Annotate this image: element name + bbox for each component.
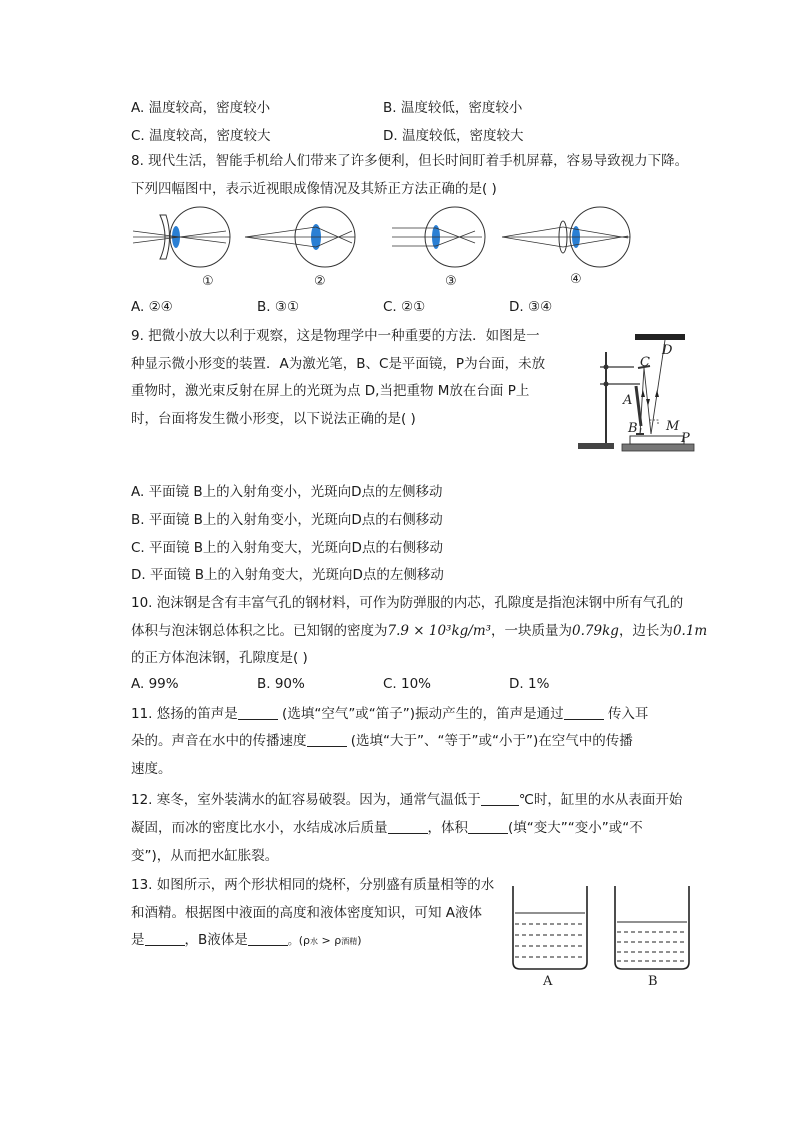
q11-blank-3[interactable] [307,732,347,747]
q10-option-c: C. 10% [383,676,432,692]
q11-stem-line3: 速度。 [131,761,172,777]
q13-stem-line3: 是 ，B液体是 。(ρ水 > ρ酒精) [131,932,362,948]
beaker-a-label: A [543,974,553,989]
q8-stem-line1: 8. 现代生活，智能手机给人们带来了许多便利，但长时间盯着手机屏幕，容易导致视力下降。 [131,153,689,169]
q12-stem-line1: 12. 寒冬，室外装满水的缸容易破裂。因为，通常气温低于 ℃时，缸里的水从表面开始 [131,792,683,808]
eye-figure-4 [502,207,630,287]
label-c: C [640,355,650,370]
q9-option-b: B. 平面镜 B上的入射角变小，光斑向D点的右侧移动 [131,512,443,528]
eye-label-1: ① [202,274,214,289]
edge-length: 0.1m [672,623,708,639]
q13-blank-1[interactable] [145,931,185,946]
eye-figure-3 [392,207,485,289]
q9-stem-line1: 9. 把微小放大以利于观察，这是物理学中一种重要的方法．如图是一 [131,328,540,344]
label-a: A [623,393,633,408]
q8-option-d: D. ③④ [509,299,553,315]
q10-option-a: A. 99% [131,676,179,692]
eye-figure-2 [245,207,355,289]
beaker-b-label: B [648,974,658,989]
label-d: D [662,343,673,358]
q7-option-c: C. 温度较高，密度较大 [131,128,271,144]
q10-stem-line2: 体积与泡沫钢总体积之比。已知钢的密度为7.9 × 10³kg/m³，一块质量为0.79kg，边长为0.1m [131,623,708,639]
label-m: M [666,419,680,434]
q12-stem-line3: 变”)，从而把水缸胀裂。 [131,848,279,864]
q9-option-d: D. 平面镜 B上的入射角变大，光斑向D点的左侧移动 [131,567,444,583]
q9-apparatus-diagram [578,332,698,454]
q12-blank-3[interactable] [468,819,508,834]
q12-blank-1[interactable] [481,791,519,806]
q9-stem-line3: 重物时，激光束反射在屏上的光斑为点 D,当把重物 M放在台面 P上 [131,383,530,399]
q8-option-a: A. ②④ [131,299,173,315]
q10-stem-line1: 10. 泡沫钢是含有丰富气孔的钢材料，可作为防弹服的内芯，孔隙度是指泡沫钢中所有气孔的 [131,595,684,611]
q7-option-d: D. 温度较低，密度较大 [383,128,524,144]
q10-stem-line3: 的正方体泡沫钢，孔隙度是( ) [131,650,308,666]
q13-stem-line2: 和酒精。根据图中液面的高度和液体密度知识，可知 A液体 [131,905,483,921]
eye-figure-1 [133,207,230,289]
q13-beakers-diagram [508,884,698,989]
q13-stem-line1: 13. 如图所示，两个形状相同的烧杯，分别盛有质量相等的水 [131,877,495,893]
label-p: P [681,431,690,446]
q9-stem-line2: 种显示微小形变的装置．A为激光笔，B、C是平面镜，P为台面，未放 [131,356,546,372]
foam-mass: 0.79kg [572,623,619,639]
q8-option-b: B. ③① [257,299,300,315]
eye-label-2: ② [314,274,326,289]
q13-blank-2[interactable] [248,931,288,946]
q10-option-d: D. 1% [509,676,550,692]
q11-stem-line1: 11. 悠扬的笛声是 (选填“空气”或“笛子”)振动产生的，笛声是通过 传入耳 [131,706,649,722]
q7-option-b: B. 温度较低，密度较小 [383,100,523,116]
q12-blank-2[interactable] [388,819,428,834]
q9-option-c: C. 平面镜 B上的入射角变大，光斑向D点的右侧移动 [131,540,443,556]
beaker-b [615,886,689,989]
q8-stem-line2: 下列四幅图中，表示近视眼成像情况及其矫正方法正确的是( ) [131,181,497,197]
q10-option-b: B. 90% [257,676,305,692]
eye-label-4: ④ [570,272,582,287]
q12-stem-line2: 凝固，而冰的密度比水小，水结成冰后质量 ，体积 (填“变大”“变小”或“不 [131,820,643,836]
q8-option-c: C. ②① [383,299,426,315]
q9-stem-line4: 时，台面将发生微小形变，以下说法正确的是( ) [131,411,416,427]
steel-density: 7.9 × 10³kg/m³ [387,623,492,639]
beaker-a [513,886,587,989]
q11-stem-line2: 朵的。声音在水中的传播速度 (选填“大于”、“等于”或“小于”)在空气中的传播 [131,733,633,749]
q7-option-a: A. 温度较高，密度较小 [131,100,271,116]
q8-eye-diagrams [130,205,640,295]
eye-label-3: ③ [445,274,457,289]
q11-blank-1[interactable] [238,705,278,720]
q11-blank-2[interactable] [564,705,604,720]
label-b: B [628,421,638,436]
q9-option-a: A. 平面镜 B上的入射角变小，光斑向D点的左侧移动 [131,484,443,500]
